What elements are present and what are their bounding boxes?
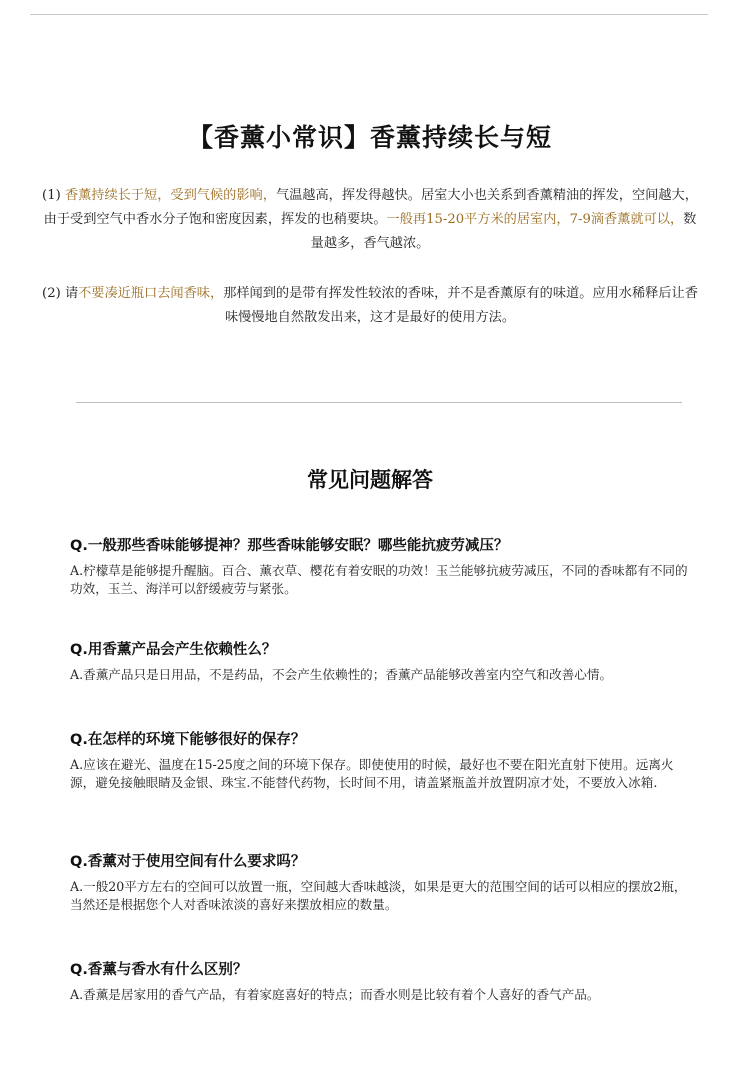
tip-marker-2: (2) — [42, 286, 61, 301]
tip1-highlight-2: 一般再15-20平方米的居室内，7-9滴香薰就可以， — [386, 212, 684, 227]
tip2-text-1: 请 — [64, 286, 79, 301]
faq-question: Q.一般那些香味能够提神？那些香味能够安眠？哪些能抗疲劳减压？ — [70, 538, 509, 554]
tip-marker-1: (1) — [42, 188, 61, 203]
tip2-highlight-1: 不要凑近瓶口去闻香味， — [78, 286, 224, 301]
faq-question: Q.香薰与香水有什么区别？ — [70, 962, 248, 978]
section-title-tips: 【香薰小常识】香薰持续长与短 — [187, 123, 552, 152]
tip2-text-2: 那样闻到的是带有挥发性较浓的香味，并不是香薰原有的味道。应用水稀释后让香味慢慢地自然散发出来，这才是最好的使用方法。 — [223, 286, 698, 325]
tip1-highlight-1: 香薰持续长于短，受到气候的影响， — [64, 188, 276, 203]
faq-answer: A.柠檬草是能够提升醒脑。百合、薰衣草、樱花有着安眠的功效！玉兰能够抗疲劳减压，不同的香味都有不同的功效，玉兰、海洋可以舒缓疲劳与紧张。 — [70, 563, 688, 596]
faq-question: Q.香薰对于使用空间有什么要求吗？ — [70, 854, 306, 870]
faq-question: Q.在怎样的环境下能够很好的保存？ — [70, 732, 306, 748]
top-divider — [30, 14, 708, 15]
tip-paragraph-1 — [40, 184, 700, 256]
faq-item — [70, 852, 694, 914]
faq-item — [70, 536, 694, 598]
faq-answer: A.香薰产品只是日用品，不是药品，不会产生依赖性的；香薰产品能够改善室内空气和改善心情。 — [70, 667, 613, 682]
faq-title: 常见问题解答 — [307, 468, 433, 492]
section-divider — [76, 402, 682, 403]
faq-item — [70, 730, 694, 792]
tip1-text-1: 气温越高，挥发得越快。居室大小也关系到香薰精油的挥发，空间越大，由于受到空气中香水分子饱和密度因素，挥发的也稍要块。 — [43, 188, 698, 227]
faq-item — [70, 960, 694, 1004]
faq-item — [70, 640, 694, 684]
faq-answer: A.香薰是居家用的香气产品，有着家庭喜好的特点；而香水则是比较有着个人喜好的香气产品。 — [70, 987, 600, 1002]
tip-paragraph-2 — [40, 282, 700, 330]
tip1-text-2: 数量越多，香气越浓。 — [310, 212, 697, 251]
faq-question: Q.用香薰产品会产生依赖性么？ — [70, 642, 277, 658]
faq-answer: A.一般20平方左右的空间可以放置一瓶，空间越大香味越淡，如果是更大的范围空间的话可以相应的摆放2瓶，当然还是根据您个人对香味浓淡的喜好来摆放相应的数量。 — [70, 879, 687, 912]
faq-answer: A.应该在避光、温度在15-25度之间的环境下保存。即使使用的时候，最好也不要在阳光直射下使用。远离火源，避免接触眼睛及金银、珠宝.不能替代药物，长时间不用，请盖紧瓶盖并放置阴凉才处，不要放入冰箱. — [70, 757, 674, 790]
